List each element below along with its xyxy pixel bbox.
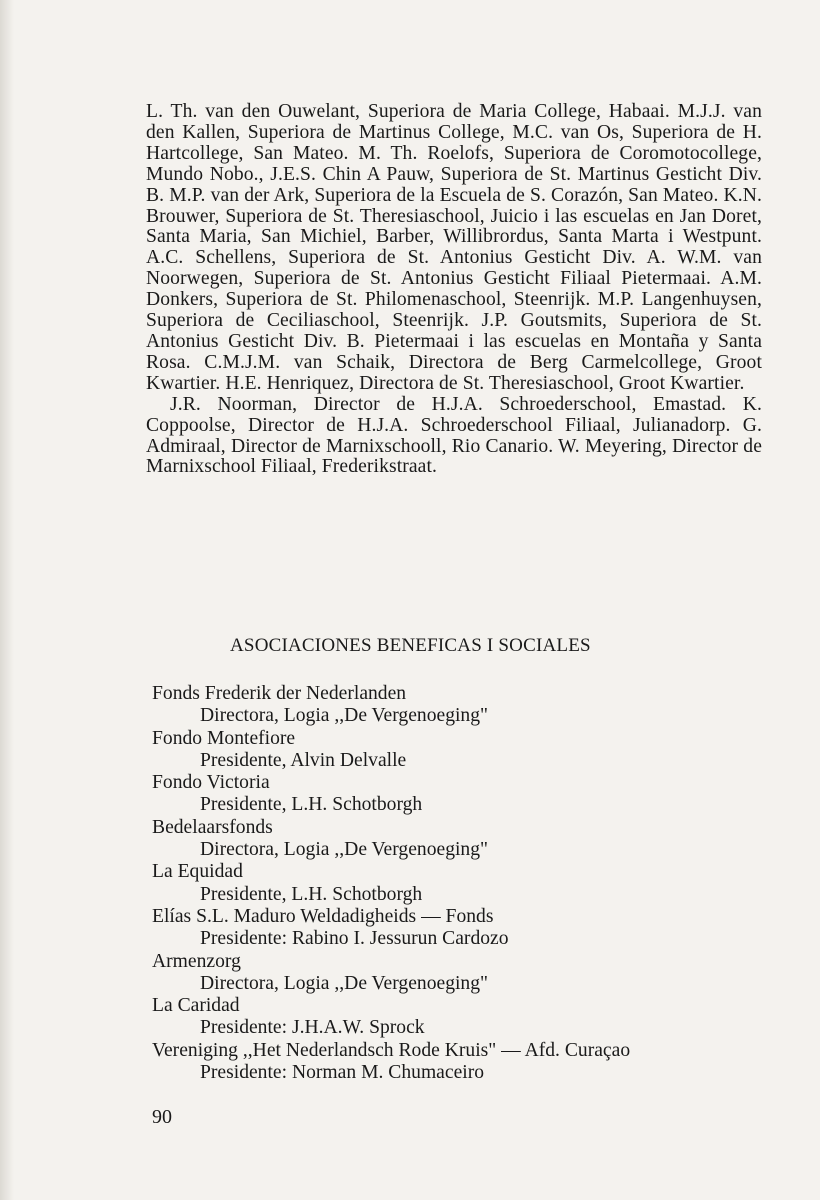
list-item — [152, 772, 772, 817]
association-officer: Presidente: J.H.A.W. Sprock — [200, 1017, 425, 1039]
page-edge-shadow — [0, 0, 14, 1200]
association-officer: Presidente: Norman M. Chumaceiro — [200, 1062, 485, 1084]
association-name: La Caridad — [152, 995, 240, 1017]
association-officer: Presidente, L.H. Schotborgh — [200, 883, 423, 905]
paragraph-directors: J.R. Noorman, Director de H.J.A. Schroederschool, Emastad. K. Coppoolse, Director de H.J.A. Schroederschool Filiaal, Julianadorp. G. Admiraal, Director de Marnixschooll, Rio Canario. W. Meyering, Director de Marnixschool Filiaal, Frederikstraat. — [146, 393, 762, 478]
association-name: Fonds Frederik der Nederlanden — [152, 683, 407, 704]
association-officer: Directora, Logia ,,De Vergenoeging" — [200, 972, 489, 994]
association-name: Vereniging ,,Het Nederlandsch Rode Kruis" — Afd. Curaçao — [152, 1039, 631, 1061]
association-officer: Presidente, L.H. Schotborgh — [200, 794, 423, 816]
association-name: Bedelaarsfonds — [152, 816, 273, 838]
list-item — [152, 683, 772, 728]
list-item — [152, 861, 772, 906]
list-item — [152, 817, 772, 862]
association-officer: Directora, Logia ,,De Vergenoeging" — [200, 839, 489, 861]
body-text — [146, 102, 762, 478]
list-item — [152, 951, 772, 996]
paragraph-superioras: L. Th. van den Ouwelant, Superiora de Maria College, Habaai. M.J.J. van den Kallen, Superiora de Martinus College, M.C. van Os, Superiora de H. Hartcollege, San Mateo. M. Th. Roelofs, Superiora de Coromotocollege, Mundo Nobo., J.E.S. Chin A Pauw, Superiora de St. Martinus Gesticht Div. B. M.P. van der Ark, Superiora de la Escuela de S. Corazón, San Mateo. K.N. Brouwer, Superiora de St. Theresiaschool, Juicio i las escuelas en Jan Doret, Santa Maria, San Michiel, Barber, Willibrordus, Santa Marta i Westpunt. A.C. Schellens, Superiora de St. Antonius Gesticht Div. A. W.M. van Noorwegen, Superiora de St. Antonius Gesticht Filiaal Pietermaai. A.M. Donkers, Superiora de St. Philomenaschool, Steenrijk. M.P. Langenhuysen, Superiora de Ceciliaschool, Steenrijk. J.P. Goutsmits, Superiora de St. Antonius Gesticht Div. B. Pietermaai i las escuelas en Montaña y Santa Rosa. C.M.J.M. van Schaik, Directora de Berg Carmelcollege, Groot Kwartier. H.E. Henriquez, Directora de St. Theresiaschool, Groot Kwartier. — [146, 101, 762, 394]
association-name: La Equidad — [152, 861, 243, 883]
page-number: 90 — [152, 1106, 172, 1128]
list-item — [152, 728, 772, 773]
list-item — [152, 1040, 772, 1085]
association-officer: Presidente: Rabino I. Jessurun Cardozo — [200, 928, 509, 950]
list-item — [152, 995, 772, 1040]
association-name: Fondo Montefiore — [152, 727, 296, 749]
association-name: Armenzorg — [152, 950, 241, 972]
association-officer: Presidente, Alvin Delvalle — [200, 749, 407, 771]
list-item — [152, 906, 772, 951]
associations-list — [152, 683, 772, 1084]
section-heading: ASOCIACIONES BENEFICAS I SOCIALES — [230, 635, 591, 656]
association-officer: Directora, Logia ,,De Vergenoeging" — [200, 705, 489, 727]
association-name: Fondo Victoria — [152, 772, 270, 794]
association-name: Elías S.L. Maduro Weldadigheids — Fonds — [152, 905, 494, 927]
